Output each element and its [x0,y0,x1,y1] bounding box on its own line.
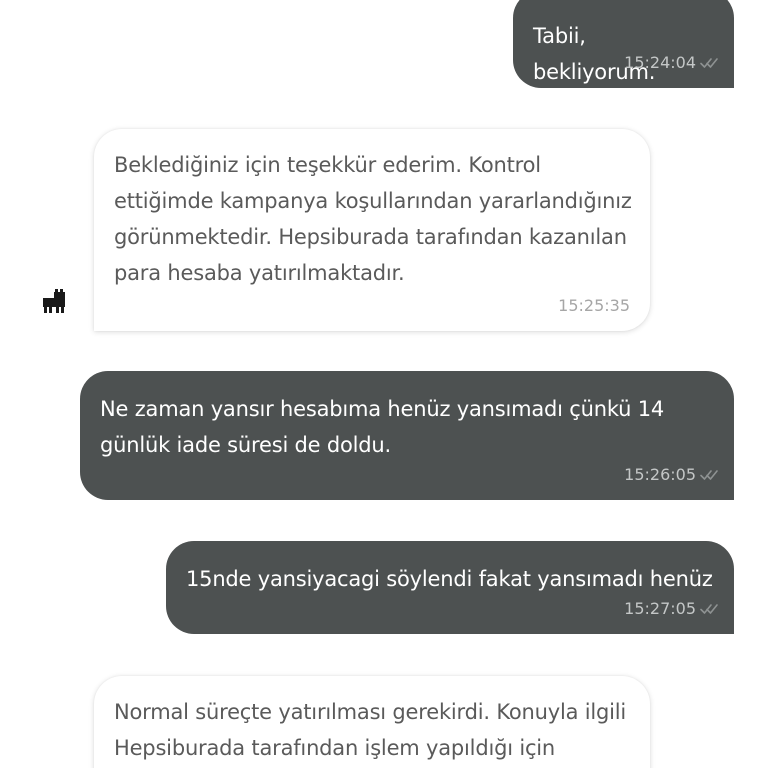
double-check-icon [700,57,720,69]
double-check-icon [700,603,720,615]
outgoing-message[interactable] [80,371,734,500]
outgoing-message[interactable] [166,541,734,634]
message-meta [558,296,630,316]
message-time: 15:26:05 [624,465,696,484]
message-time: 15:27:05 [624,599,696,618]
message-text: Tabii, bekliyorum. [533,24,656,84]
message-text: Beklediğiniz için teşekkür ederim. Kontrol ettiğimde kampanya koşullarından yararlandığınız görünmektedir. Hepsiburada tarafından kazanılan para hesaba yatırılmaktadır. [114,153,632,285]
incoming-message[interactable] [94,676,650,768]
message-meta [624,53,720,73]
incoming-message[interactable] [94,129,650,331]
message-time: 15:25:35 [558,296,630,315]
message-meta [624,465,720,485]
message-text: Ne zaman yansır hesabıma henüz yansımadı çünkü 14 günlük iade süresi de doldu. [100,397,665,457]
message-text: Normal süreçte yatırılması gerekirdi. Konuyla ilgili Hepsiburada tarafından işlem yapıldığı için [114,700,627,760]
outgoing-message[interactable] [513,0,734,88]
double-check-icon [700,469,720,481]
message-time: 15:24:04 [624,53,696,72]
hepsiburada-mascot-icon [41,288,67,314]
message-text: 15nde yansiyacagi söylendi fakat yansımadı henüz [186,567,713,591]
message-meta [624,599,720,619]
